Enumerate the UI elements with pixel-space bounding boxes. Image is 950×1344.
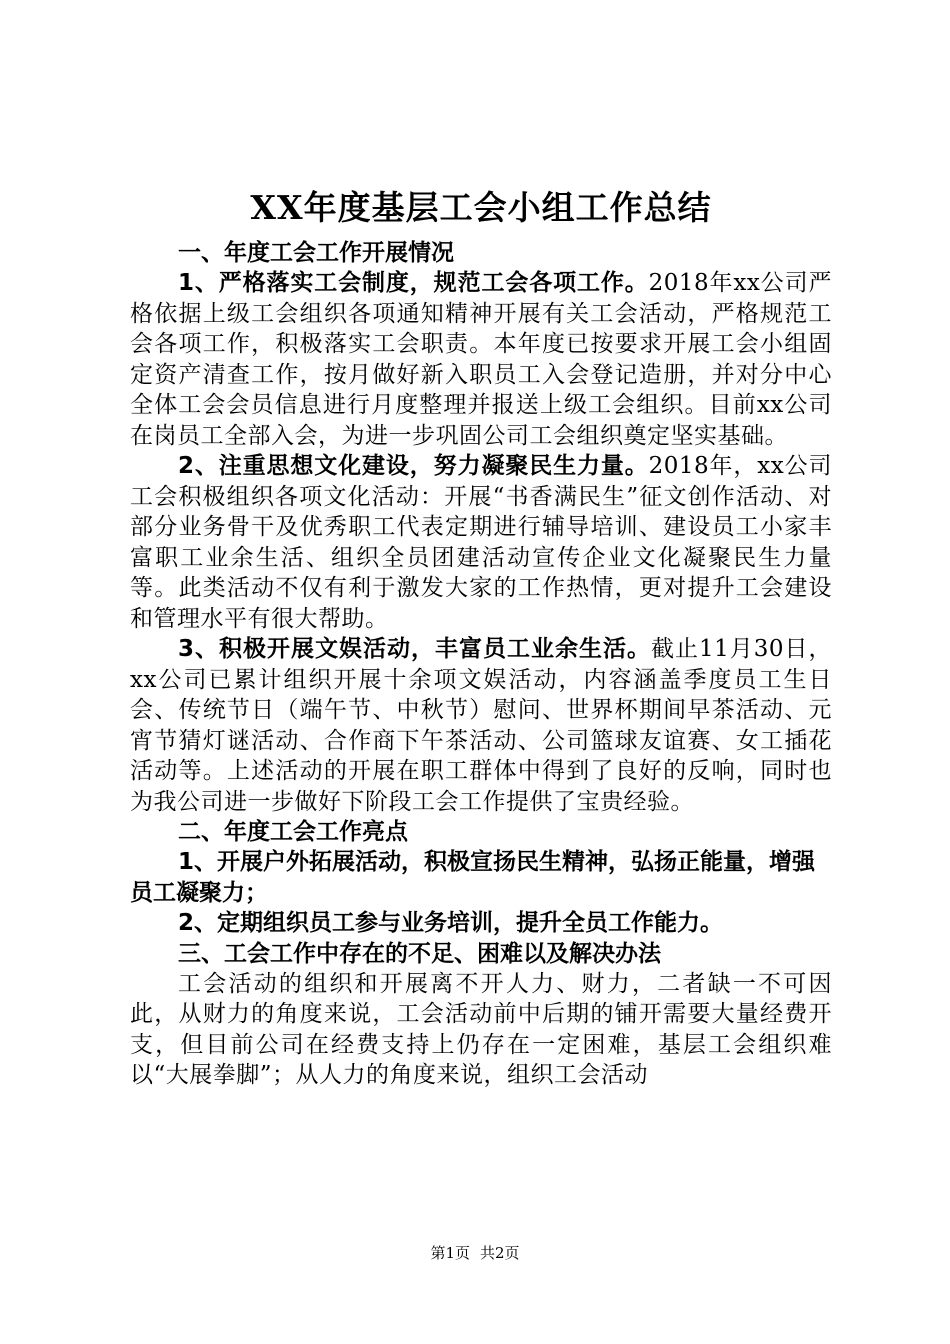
page-total: 共2页	[480, 1244, 520, 1262]
page-footer	[0, 1243, 950, 1263]
paragraph-2-body: 2018年，xx公司工会积极组织各项文化活动：开展“书香满民生”征文创作活动、对部分业务骨干及优秀职工代表定期进行辅导培训、建设员工小家丰富职工业余生活、组织全员团建活动宣传企业文化凝聚民生力量等。此类活动不仅有利于激发大家的工作热情，更对提升工会建设和管理水平有很大帮助。	[130, 453, 832, 632]
document-page	[130, 186, 832, 1091]
paragraph-2	[130, 451, 832, 634]
paragraph-1-body: 2018年xx公司严格依据上级工会组织各项通知精神开展有关工会活动，严格规范工会各项工作，积极落实工会职责。本年度已按要求开展工会小组固定资产清查工作，按月做好新入职员工入会登记造册，并对分中心全体工会会员信息进行月度整理并报送上级工会组织。目前xx公司在岗员工全部入会，为进一步巩固公司工会组织奠定坚实基础。	[130, 270, 832, 449]
paragraph-3-body: 截止11月30日，xx公司已累计组织开展十余项文娱活动，内容涵盖季度员工生日会、传统节日（端午节、中秋节）慰问、世界杯期间早茶活动、元宵节猜灯谜活动、合作商下午茶活动、公司篮球友谊赛、女工插花活动等。上述活动的开展在职工群体中得到了良好的反响，同时也为我公司进一步做好下阶段工会工作提供了宝贵经验。	[130, 636, 832, 815]
paragraph-4: 工会活动的组织和开展离不开人力、财力，二者缺一不可因此，从财力的角度来说，工会活动前中后期的铺开需要大量经费开支，但目前公司在经费支持上仍存在一定困难，基层工会组织难以“大展拳脚”；从人力的角度来说，组织工会活动	[130, 970, 832, 1088]
page-number: 第1页	[430, 1244, 470, 1262]
section-heading-3: 三、工会工作中存在的不足、困难以及解决办法	[178, 940, 661, 967]
section-heading-1: 一、年度工会工作开展情况	[178, 240, 454, 266]
paragraph-1	[130, 268, 832, 451]
paragraph-2-lead: 2、注重思想文化建设，努力凝聚民生力量。	[178, 453, 649, 479]
paragraph-3-lead: 3、积极开展文娱活动，丰富员工业余生活。	[178, 636, 651, 662]
section-heading-2: 二、年度工会工作亮点	[178, 819, 408, 845]
paragraph-3	[130, 634, 832, 817]
paragraph-1-lead: 1、严格落实工会制度，规范工会各项工作。	[178, 270, 649, 296]
highlight-item-2: 2、定期组织员工参与业务培训，提升全员工作能力。	[178, 910, 724, 936]
highlight-item-1: 1、开展户外拓展活动，积极宣扬民生精神，弘扬正能量，增强员工凝聚力；	[130, 849, 816, 906]
document-title: XX年度基层工会小组工作总结	[250, 188, 712, 227]
